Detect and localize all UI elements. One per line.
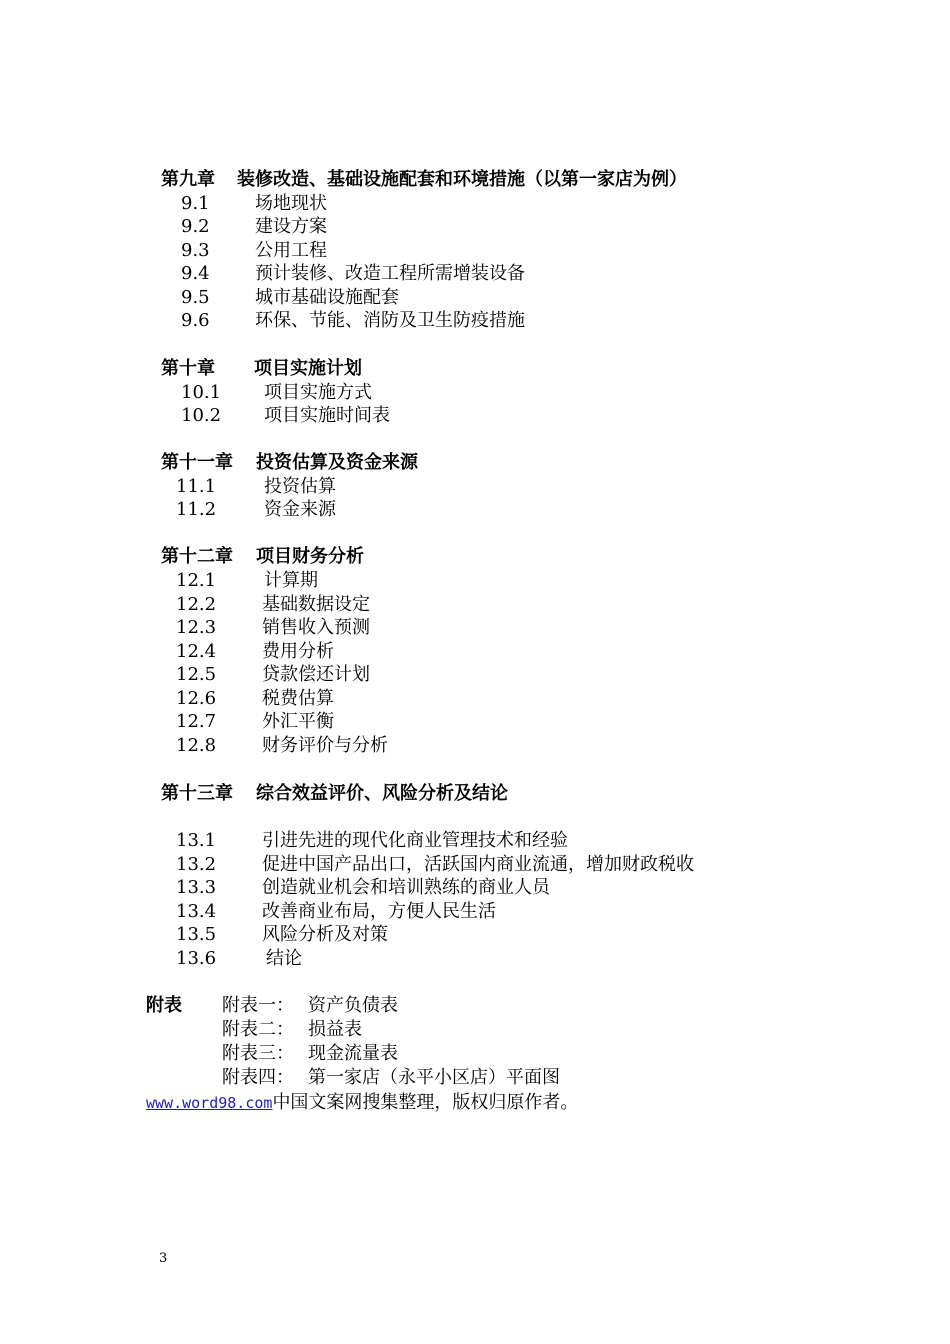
chapter-title: 装修改造、基础设施配套和环境措施（以第一家店为例） [237,169,687,190]
chapter-number: 第十三章 [161,783,233,804]
toc-item-text: 销售收入预测 [262,617,370,638]
toc-item-text: 场地现状 [255,193,327,214]
toc-item-text: 资金来源 [264,499,336,520]
toc-item-text: 结论 [266,948,302,969]
toc-item-text: 风险分析及对策 [262,924,388,945]
toc-item-number: 9.5 [181,287,210,308]
toc-item-number: 10.2 [181,405,222,426]
toc-item-number: 13.6 [176,948,217,969]
appendix-item-label: 附表一： [222,995,294,1016]
toc-item-number: 12.7 [176,711,217,732]
source-note [146,1094,578,1112]
toc-item-number: 9.1 [181,193,210,214]
toc-item-text: 计算期 [264,570,318,591]
toc-item-text: 投资估算 [264,476,336,497]
toc-item-text: 改善商业布局，方便人民生活 [262,901,496,922]
toc-item-number: 11.1 [176,476,217,497]
appendix-item-name: 资产负债表 [308,995,398,1016]
appendix-item-label: 附表三： [222,1043,294,1064]
toc-item-number: 13.1 [176,830,217,851]
chapter-heading [161,546,364,567]
toc-item-text: 项目实施方式 [264,382,372,403]
toc-item-number: 12.4 [176,641,217,662]
appendix-item-label: 附表四： [222,1067,294,1088]
toc-item-number: 9.4 [181,263,210,284]
chapter-title: 项目财务分析 [256,546,364,567]
toc-item-number: 12.1 [176,570,217,591]
page-number: 3 [159,1251,168,1266]
chapter-title: 项目实施计划 [254,358,362,379]
toc-item-number: 12.5 [176,664,217,685]
toc-item-text: 建设方案 [255,216,327,237]
appendix-item-label: 附表二： [222,1019,294,1040]
chapter-number: 第十一章 [161,452,233,473]
chapter-title: 投资估算及资金来源 [256,452,418,473]
appendix-label: 附表 [146,995,182,1016]
toc-item-text: 贷款偿还计划 [262,664,370,685]
toc-item-number: 13.5 [176,924,217,945]
toc-item-text: 项目实施时间表 [264,405,390,426]
toc-item-text: 费用分析 [262,641,334,662]
appendix-item [222,1019,362,1040]
toc-item-text: 城市基础设施配套 [255,287,399,308]
toc-item-text: 预计装修、改造工程所需增装设备 [255,263,525,284]
toc-item-number: 12.6 [176,688,217,709]
toc-item-number: 12.8 [176,735,217,756]
toc-item-number: 9.3 [181,240,210,261]
toc-item-text: 公用工程 [255,240,327,261]
toc-item-number: 9.6 [181,310,210,331]
chapter-title: 综合效益评价、风险分析及结论 [256,783,508,804]
toc-item-number: 11.2 [176,499,217,520]
chapter-number: 第十二章 [161,546,233,567]
toc-item-number: 12.3 [176,617,217,638]
chapter-number: 第九章 [161,169,215,190]
chapter-heading [161,358,362,379]
chapter-heading [161,169,687,190]
toc-item-text: 促进中国产品出口，活跃国内商业流通，增加财政税收 [262,854,694,875]
toc-item-number: 13.3 [176,877,217,898]
chapter-heading [161,783,508,804]
toc-item-text: 环保、节能、消防及卫生防疫措施 [255,310,525,331]
toc-item-number: 10.1 [181,382,222,403]
appendix-item-name: 现金流量表 [308,1043,398,1064]
toc-item-text: 引进先进的现代化商业管理技术和经验 [262,830,568,851]
toc-item-text: 基础数据设定 [262,594,370,615]
toc-item-text: 税费估算 [262,688,334,709]
toc-item-number: 13.4 [176,901,217,922]
appendix-item [222,995,398,1016]
toc-item-number: 9.2 [181,216,210,237]
source-note-text: 中国文案网搜集整理，版权归原作者。 [272,1092,579,1113]
appendix-item-name: 第一家店（永平小区店）平面图 [308,1067,560,1088]
appendix-item [222,1043,398,1064]
toc-item-text: 财务评价与分析 [262,735,388,756]
toc-item-number: 12.2 [176,594,217,615]
website-link[interactable]: www.word98.com [146,1094,273,1112]
toc-item-text: 创造就业机会和培训熟练的商业人员 [262,877,550,898]
toc-item-number: 13.2 [176,854,217,875]
appendix-item-name: 损益表 [308,1019,362,1040]
chapter-heading [161,452,418,473]
appendix-item [222,1067,560,1088]
chapter-number: 第十章 [161,358,215,379]
toc-item-text: 外汇平衡 [262,711,334,732]
